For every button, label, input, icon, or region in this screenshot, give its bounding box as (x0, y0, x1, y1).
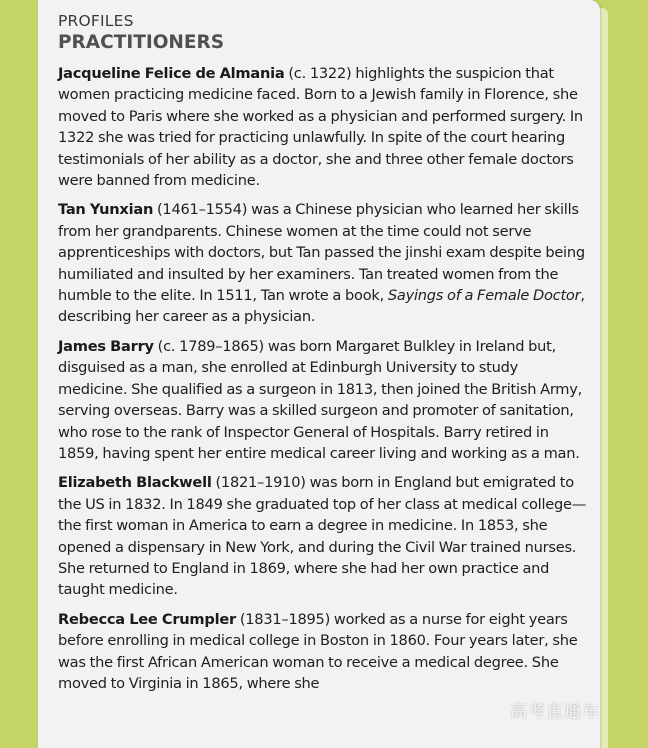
side-tab-strip (600, 8, 608, 748)
book-title: Sayings of a Female Doctor (387, 287, 581, 305)
profile-name: Jacqueline Felice de Almania (58, 65, 285, 82)
profile-james-barry (58, 336, 588, 464)
profile-text-end: , describing her career as a physician. (58, 287, 585, 326)
profiles-panel (38, 0, 600, 748)
profile-text: (c. 1789–1865) was born Margaret Bulkley in Ireland but, disguised as a man, she enrolled at Edinburgh University to study medicine. She qualified as a surgeon in 1813, then joined the British Army, serving overseas. Barry was a skilled surgeon and promoter of sanitation, who rose to the rank of Inspector General of Hospitals. Barry retired in 1859, having spent her entire medical career living and working as a man. (58, 337, 583, 462)
profile-elizabeth-blackwell (58, 472, 588, 600)
profile-name: Rebecca Lee Crumpler (58, 610, 236, 628)
profile-text: (1821–1910) was born in England but emigrated to the US in 1832. In 1849 she graduated top of her class at medical college—the first woman in America to earn a degree in medicine. In 1853, she opened a dispensary in New York, and during the Civil War trained nurses. She returned to England in 1869, where she had her own practice and taught medicine. (58, 474, 587, 599)
profile-text: (1831–1895) worked as a nurse for eight years before enrolling in medical college in Boston in 1860. Four years later, she was the first African American woman to receive a medical degree. She moved to Virginia in 1865, where she (58, 610, 578, 692)
profile-text: (1461–1554) was a Chinese physician who learned her skills from her grandparents. Chinese women at the time could not serve apprenticeships with doctors, but Tan passed the jinshi exam despite being humiliated and insulted by her examiners. Tan treated women from the humble to the elite. In 1511, Tan wrote a book, (58, 201, 585, 305)
profile-almania (58, 63, 588, 191)
profile-name: Tan Yunxian (58, 201, 154, 219)
profile-name: James Barry (58, 337, 154, 355)
section-heading: PRACTITIONERS (58, 32, 225, 53)
panel-content (58, 12, 588, 702)
profile-name: Elizabeth Blackwell (58, 474, 212, 492)
profile-tan-yunxian (58, 199, 588, 327)
profile-rebecca-lee-crumpler (58, 609, 588, 695)
section-kicker: PROFILES (58, 12, 134, 30)
profile-text: (c. 1322) highlights the suspicion that women practicing medicine faced. Born to a Jewish family in Florence, she moved to Paris where she worked as a physician and performed surgery. In 1322 she was tried for practicing unlawfully. In spite of the court hearing testimonials of her ability as a doctor, she and three other female doctors were banned from medicine. (58, 65, 583, 190)
watermark: 高考直通车 (510, 702, 600, 722)
